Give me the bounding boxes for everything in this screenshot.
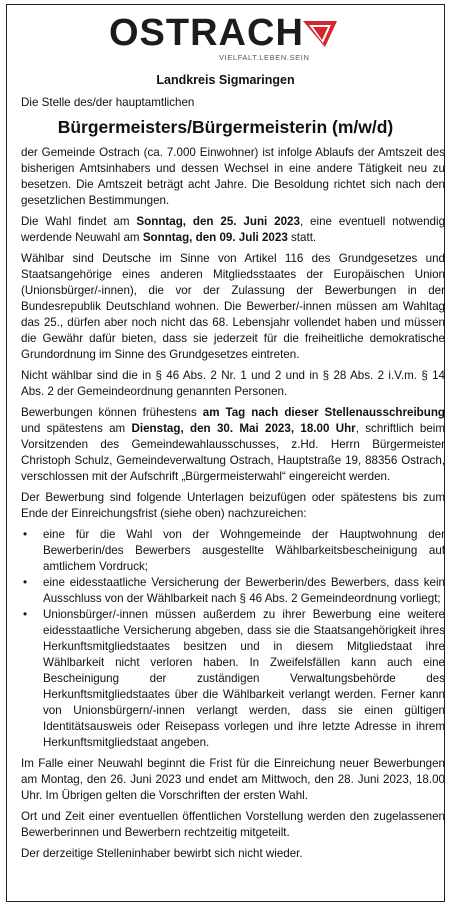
ostrach-logo <box>109 12 359 65</box>
list-item <box>21 607 445 751</box>
paragraph-ineligibility: Nicht wählbar sind die in § 46 Abs. 2 Nr. 1 und 2 und in § 28 Abs. 2 i.V.m. § 14 Abs. 2 der Gemeindeordnung genannten Personen. <box>21 369 445 398</box>
bullet-icon: • <box>23 608 28 621</box>
advertisement-body <box>21 145 445 867</box>
paragraph-municipality: der Gemeinde Ostrach (ca. 7.000 Einwohner) ist infolge Ablaufs der Amtszeit des bisherigen Amtsinhabers und dessen Wechsel in eine andere Tätigkeit neu zu besetzen. Die Amtszeit beträgt acht Jahre. Die Besoldung richtet sich nach den gesetzlichen Bestimmungen. <box>21 146 445 207</box>
bullet-icon: • <box>23 528 28 541</box>
paragraph-election-dates <box>21 214 445 246</box>
intro-line: Die Stelle des/der hauptamtlichen <box>21 96 195 109</box>
text-span: Bewerbungen können frühestens <box>21 406 203 419</box>
paragraph-documents-intro: Der Bewerbung sind folgende Unterlagen beizufügen oder spätestens bis zum Ende der Einreichungsfrist (siehe oben) nachzureichen: <box>21 491 445 520</box>
text-span: und spätestens am <box>21 422 132 435</box>
position-title: Bürgermeisters/Bürgermeisterin (m/w/d) <box>57 117 394 137</box>
job-advertisement <box>6 4 445 902</box>
list-item <box>21 575 445 607</box>
district-heading: Landkreis Sigmaringen <box>156 73 295 87</box>
election-date: Sonntag, den 25. Juni 2023 <box>136 215 300 228</box>
text-span: , schriftlich beim Vorsitzenden des Gemeindewahlausschusses, z.Hd. Herrn Bürgermeister Christoph Schulz, Gemeindeverwaltung Ostrach, Hauptstraße 19, 88356 Ostrach, verschlossen mit der Aufschrift „Bürgermeisterwahl“ eingereicht werden. <box>21 422 446 483</box>
text-span: Die Wahl findet am <box>21 215 137 228</box>
documents-list <box>21 527 445 751</box>
list-item-text: Unionsbürger/-innen müssen außerdem zu ihrer Bewerbung eine weitere eidesstaatliche Versicherung abgeben, dass sie die Staatsangehörigkeit ihres Herkunftsmitgliedstaates besitzen und in diesem Mitgliedstaat ihre Wählbarkeit nicht verloren haben. In Zweifelsfällen kann auch eine Bescheinigung der zuständigen Verwaltungsbehörde des Herkunftsmitgliedstaates über die Wählbarkeit verlangt werden. Ferner kann von Unionsbürgern/-innen verlangt werden, dass sie einen gültigen Identitätsausweis oder Reisepass vorlegen und ihre letzte Adresse in ihrem Herkunftsmitgliedstaat angeben. <box>43 608 445 749</box>
list-item-text: eine eidesstaatliche Versicherung der Bewerberin/des Bewerbers, dass kein Ausschluss von der Wählbarkeit nach § 46 Abs. 2 Gemeindeordnung vorliegt; <box>43 576 445 605</box>
paragraph-presentation: Ort und Zeit einer eventuellen öffentlichen Vorstellung werden den zugelassenen Bewerberinnen und Bewerbern rechtzeitig mitgeteilt. <box>21 810 445 839</box>
bullet-icon: • <box>23 576 28 589</box>
paragraph-application <box>21 405 445 485</box>
paragraph-eligibility: Wählbar sind Deutsche im Sinne von Artikel 116 des Grundgesetzes und Staatsangehörige eines anderen Mitgliedsstaates der Europäischen Union (Unionsbürger/-innen), die vor der Zulassung der Bewerbungen in der Bundesrepublik Deutschland wohnen. Die Bewerber/-innen müssen am Wahltag das 25., dürfen aber noch nicht das 68. Lebensjahr vollendet haben und müssen die Gewähr dafür bieten, dass sie jederzeit für die freiheitliche demokratische Grundordnung im Sinne des Grundgesetzes eintreten. <box>21 252 445 361</box>
runoff-date: Sonntag, den 09. Juli 2023 <box>142 231 288 244</box>
text-span: , eine eventuell notwendig werdende Neuwahl am <box>21 215 446 244</box>
logo-wordmark: OSTRACH <box>109 12 304 54</box>
text-span: statt. <box>287 231 317 244</box>
paragraph-runoff-deadline: Im Falle einer Neuwahl beginnt die Frist für die Einreichung neuer Bewerbungen am Montag, den 26. Juni 2023 und endet am Mittwoch, den 28. Juni 2023, 18.00 Uhr. Im Übrigen gelten die Vorschriften der ersten Wahl. <box>21 757 445 802</box>
logo-accent-mark <box>301 17 341 51</box>
list-item-text: eine für die Wahl von der Wohngemeinde der Hauptwohnung der Bewerberin/des Bewerbers ausgestellte Wählbarkeitsbescheinigung auf amtlichem Vordruck; <box>43 528 445 573</box>
list-item <box>21 527 445 575</box>
logo-tagline: VIELFALT.LEBEN.SEIN <box>219 53 310 62</box>
application-deadline: Dienstag, den 30. Mai 2023, 18.00 Uhr <box>131 422 356 435</box>
paragraph-incumbent: Der derzeitige Stelleninhaber bewirbt sich nicht wieder. <box>21 847 303 860</box>
application-start: am Tag nach dieser Stellenausschreibung <box>202 406 445 419</box>
